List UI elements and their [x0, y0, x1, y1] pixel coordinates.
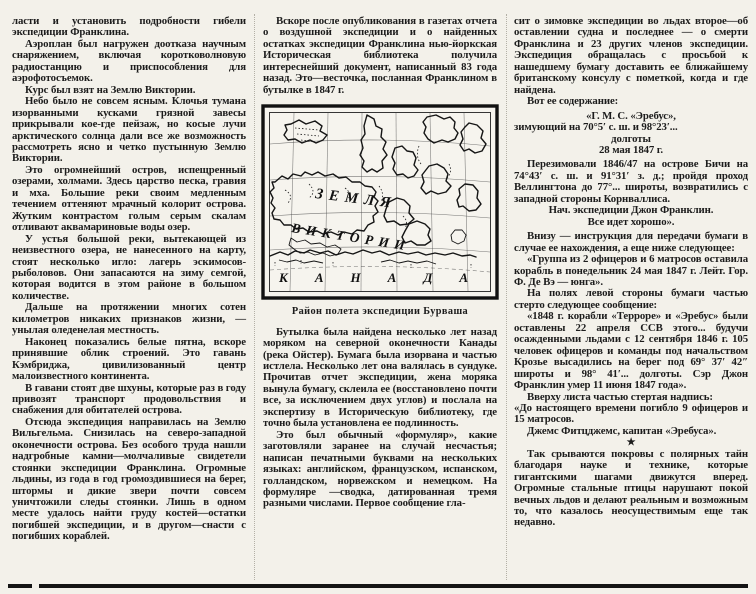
paragraph: Бутылка была найдена несколько лет назад моряком на северной оконечности Канады (река Ойстер). Бумага была изорвана и частью истлела. Несколько лет она валялась в сундуке. Прочитав отчет экспедиции, жена моряка вынула бумагу, склеила ее (восстановлено почти все, за исключением двух углов) и послала на экспертизу в Историческую библиотеку, где точно была установлена ее подлинность. [263, 325, 497, 430]
paragraph: У устья большой реки, вытекающей из неизвестного озера, не нанесенного на карту, стоят несколько игло: лагерь эскимосов-рыболовов. Они запасаются на зиму семгой, которая водится в этом районе в большом количестве. [12, 232, 246, 302]
paragraph: долготы [611, 132, 651, 145]
paragraph: Вскоре после опубликования в газетах отчета о воздушной экспедиции и о найденных остатках экспедиции Франклина нью-йоркская Историческая библиотека получила интереснейший документ, написанный 83 года назад. Это—весточка, посланная Франклином в бутылке в 1847 г. [263, 15, 497, 96]
paragraph: зимующий на 70°5′ с. ш. и 98°23′... [514, 121, 678, 134]
paragraph: Курс был взят на Землю Виктории. [25, 83, 196, 96]
paragraph: Вот ее содержание: [527, 95, 619, 108]
column-left [12, 16, 246, 543]
paragraph: Наконец показались белые пятна, вскоре принявшие облик строений. Это гавань Кэмбриджа, цивилизованный центр малоизвестного континента. [12, 335, 246, 383]
page-bottom-rule [8, 584, 748, 588]
map-caption: Район полета экспедиции Бурваша [291, 306, 469, 318]
rule-segment [39, 584, 748, 588]
paragraph: Небо было не совсем ясным. Клочья тумана изорванными кусками грязной завесы прикрывали кое-где пейзаж, но косые лучи арктического солнца дали все же возможность рассмотреть ясно и четко пустынную Землю Виктории. [12, 95, 246, 165]
paragraph: «До настоящего времени погибло 9 офицеров и 15 матросов. [514, 401, 748, 426]
paragraph: Все идет хорошо». [587, 215, 675, 228]
column-middle [263, 16, 497, 543]
paragraph: Вверху листа частью стертая надпись: [527, 390, 713, 403]
paragraph: Дальше на протяжении многих сотен километров никаких признаков жизни, — унылая оледенелая местность. [12, 301, 246, 337]
article-columns [12, 16, 748, 543]
map-label-zemlya: ЗЕМЛЯ [314, 186, 398, 213]
map-label-viktorii: ВИКТОРИИ [290, 220, 412, 254]
paragraph: Внизу — инструкция для передачи бумаги в случае ее нахождения, а еще ниже следующее: [514, 230, 748, 254]
paragraph: В гавани стоят две шхуны, которые раз в году привозят транспорт продовольствия и снабжения для обитателей острова. [12, 381, 246, 417]
paragraph: Это огромнейший остров, испещренный озерами, холмами. Здесь царство песка, гравия и мха. Большие реки своим медленным течением оттеняют мрачный колорит острова. Жутким контрастом голым серым скалам отливают аквамариновые воды озер. [12, 163, 246, 234]
signature-line: Джемс Фитцджемс, капитан «Эребуса». [527, 424, 717, 437]
rule-segment [8, 584, 32, 588]
paragraph: Нач. экспедиции Джон Франклин. [548, 204, 714, 217]
closing-paragraph: Так срываются покровы с полярных тайн благодаря науке и технике, которые гигантскими шагами движутся вперед. Огромные стальные птицы нарушают покой вечных льдов и делают реальным и возможным то, что казалось неосуществимым еще так недавно. [514, 447, 748, 529]
paragraph: «1848 г. корабли «Терроре» и «Эребус» были оставлены 22 апреля ССВ этого... будучи осажденными льдами с 12 сентября 1846 г. 105 человек офицеров и команды под начальством Крозье высадились на берег под 69° 37′ 42″ широты и 98° 41′... долготы. Сэр Джон Франклин умер 11 июня 1847 года». [514, 310, 748, 392]
rule-gap [32, 584, 39, 588]
paragraph: сит о зимовке экспедиции во льдах второе—об оставлении судна и последнее — о смерти Франклина и 23 других членов экспедиции. Экспедиция обращалась с просьбой к нашедшему бумагу доставить ее ближайшему британскому консулу с пометкой, когда и где найдена. [514, 15, 748, 96]
letter-date: 28 мая 1847 г. [599, 143, 663, 156]
star-divider: ★ [626, 437, 636, 449]
paragraph: ласти и установить подробности гибели экспедиции Франклина. [12, 15, 246, 39]
paragraph: Перезимовали 1846/47 на острове Бичи на 74°43′ с. ш. и 91°31′ з. д.; пройдя проход Веллингтона до 77°... широты, возвратились с западной стороны Корнваллиса. [514, 158, 748, 205]
paragraph: Отсюда экспедиция направилась на Землю Вильгельма. Снизилась на северо-западной оконечности острова. Без особого труда нашли надгробные камни—молчаливые свидетели стоянки экспедиции Франклина. Огромные льдины, из года в год громоздившиеся на берег, штормы и дикие звери почти совсем уничтожили следы стоянки. Лишь в одном месте удалось найти груду костей—остатки погибшей экспедиции, и в другом—снасти с погибших кораблей. [12, 415, 246, 543]
map-figure [261, 104, 499, 317]
paragraph: На полях левой стороны бумаги частью стерто следующее сообщение: [514, 287, 748, 311]
map-label-kanada: КАНАДА [279, 270, 496, 286]
expedition-map-image [261, 104, 499, 300]
paragraph: Аэроплан был нагружен доотказа научным снаряжением, включая коротковолновую радиостанцию и приспособления для аэрофотосъемок. [12, 37, 246, 85]
paragraph: Это был обычный «формуляр», какие заготовляли заранее на случай несчастья; написан печатными буквами на нескольких языках: английском, французском, испанском, голландском, норвежском и немецком. На формуляре —сводка, датированная тремя разными числами. Первое сообщение гла- [263, 428, 497, 510]
letter-heading: «Г. М. С. «Эребус», [586, 109, 676, 122]
column-right [514, 16, 748, 543]
paragraph: «Группа из 2 офицеров и 6 матросов оставила корабль в понедельник 24 мая 1847 г. Лейт. Гор. Ф. Де Вэ — юнга». [514, 253, 748, 288]
